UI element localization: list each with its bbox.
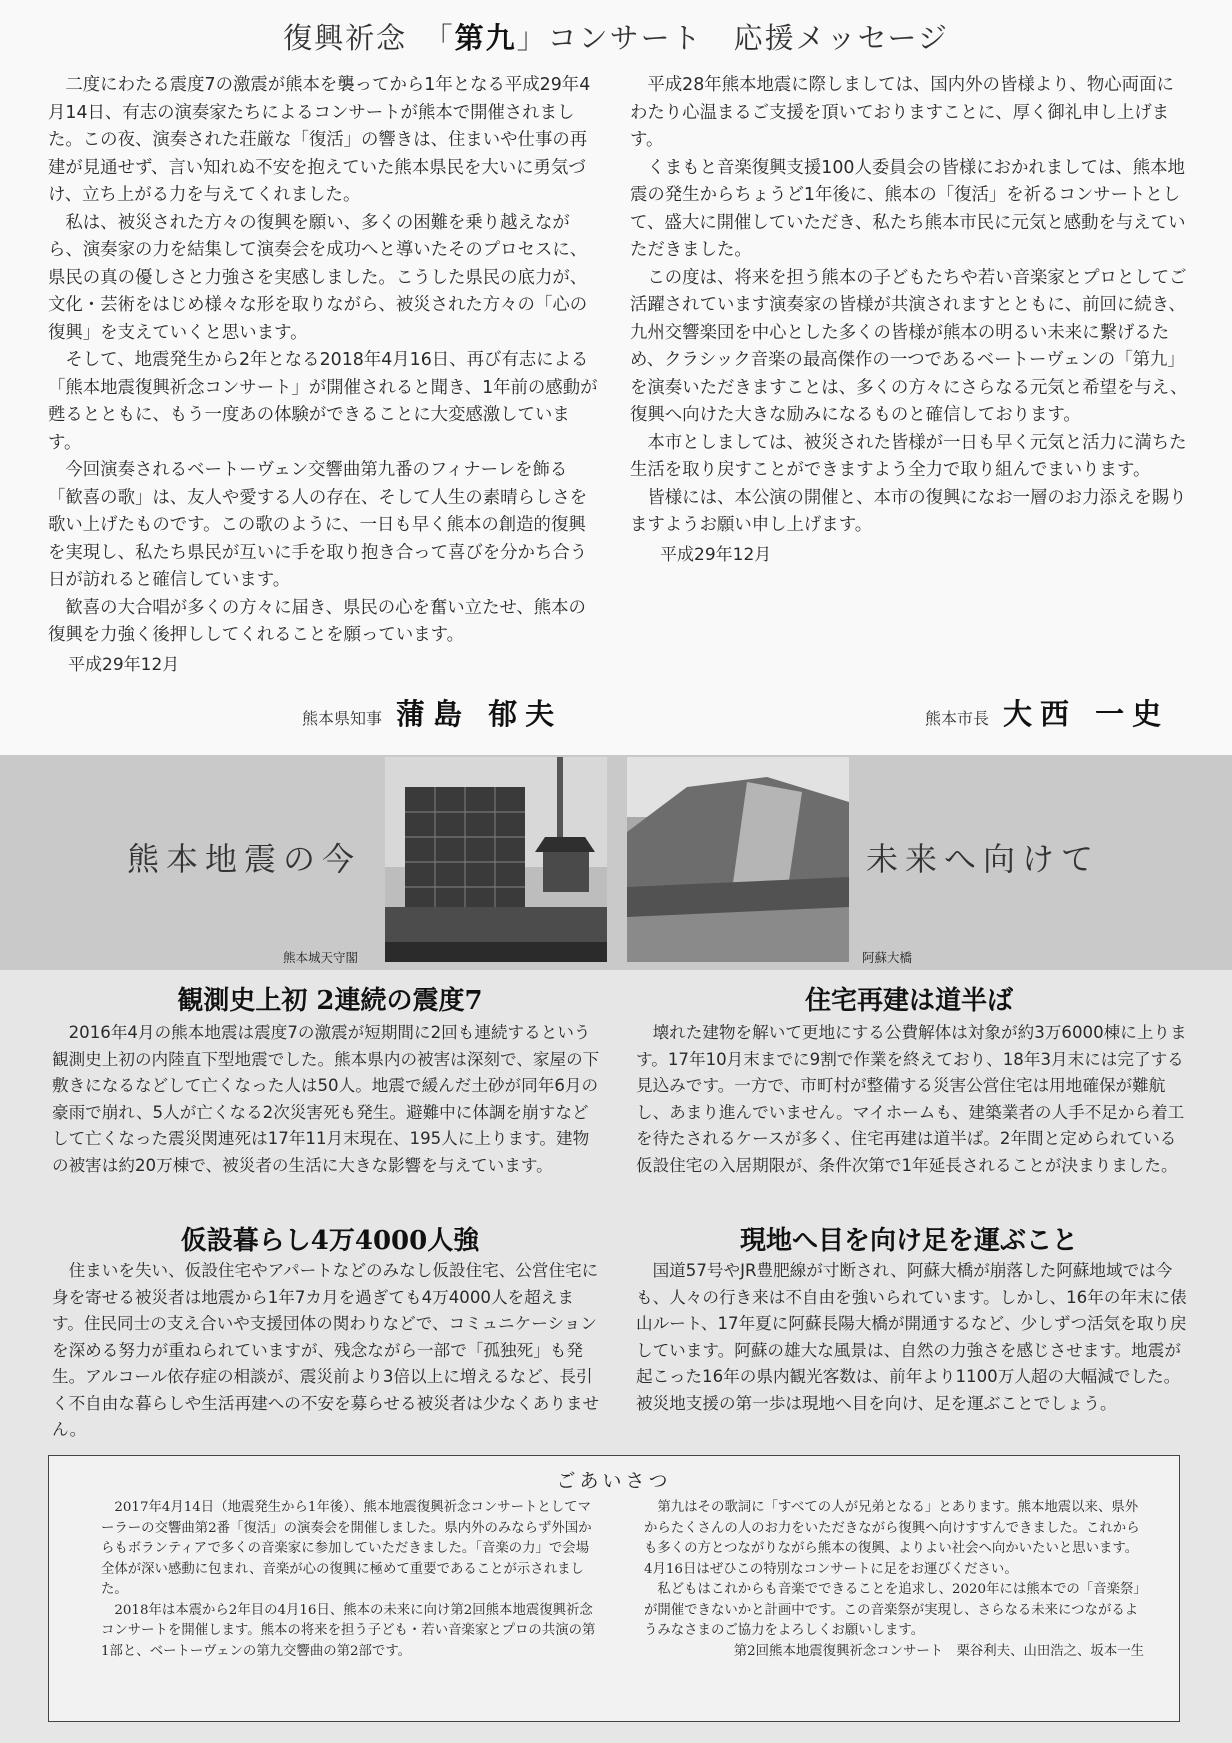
section-text: 住まいを失い、仮設住宅やアパートなどのみなし仮設住宅、公営住宅に身を寄せる被災者は地震から1年7カ月を過ぎても4万4000人を超えます。住民同士の支え合いや支援団体の関わりなどで、コミュニケーションを深める努力が重ねられていますが、残念ながら一部で「孤独死」も発生。アルコール依存症の相談が、震災前より3倍以上に増えるなど、長引く不自由な暮らしや生活再建への不安を募らせる被災者は少なくありません。 [52, 1261, 600, 1439]
greeting-paragraph: 2017年4月14日（地震発生から1年後）、熊本地震復興祈念コンサートとしてマーラーの交響曲第2番「復活」の演奏会を開催しました。県内外のみならず外国からもボランティアで多くの音楽家に参加していただきました。「音楽の力」で会場全体が深い感動に包まれ、音楽が心の復興に極めて重要であることが示されました。 [101, 1500, 592, 1597]
band-right-title: 未来へ向けて [866, 840, 1101, 878]
section-body [52, 1020, 600, 1179]
greeting-paragraph: 第九はその歌詞に「すべての人が兄弟となる」とあります。熊本地震以来、県外からたくさんの人のお力をいただきながら復興へ向けすすんできました。これからも多くの方とつながりながら熊本の復興、よりよい社会へ向かいたいと思います。4月16日はぜひこの特別なコンサートに足をお運びください。 [644, 1500, 1140, 1577]
band-left-title: 熊本地震の今 [127, 840, 362, 878]
bridge-photo-image [627, 757, 849, 962]
mayor-date-text: 平成29年12月 [660, 544, 772, 565]
mayor-paragraph: 平成28年熊本地震に際しましては、国内外の皆様より、物心両面にわたり心温まるご支援を頂いておりますことに、厚く御礼申し上げます。 [630, 75, 1174, 150]
title-suffix: 」コンサート 応援メッセージ [516, 21, 949, 55]
section-text: 国道57号やJR豊肥線が寸断され、阿蘇大橋が崩落した阿蘇地域では今も、人々の行き来は不自由を強いられています。しかし、16年の年末に俵山ルート、17年夏に阿蘇長陽大橋が開通するなど、少しずつ活気を取り戻しています。阿蘇の雄大な風景は、自然の力強さを感じさせます。地震が起こった16年の県内観光客数は、前年より1100万人超の大幅減でした。被災地支援の第一歩は現地へ目を向け、足を運ぶことでしょう。 [636, 1261, 1187, 1413]
title-bold: 第九 [454, 21, 517, 55]
governor-paragraph: 今回演奏されるベートーヴェン交響曲第九番のフィナーレを飾る「歓喜の歌」は、友人や愛する人の存在、そして人生の素晴らしさを歌い上げたものです。この歌のように、一日も早く熊本の創造的復興を実現し、私たち県民が互いに手を取り抱き合って喜びを分かち合う日が訪れると確信しています。 [48, 460, 588, 590]
castle-photo [385, 757, 607, 962]
section-title: 現地へ目を向け足を運ぶこと [739, 1226, 1078, 1256]
greeting-right [644, 1498, 1144, 1662]
section-text: 2016年4月の熊本地震は震度7の激震が短期間に2回も連続するという観測史上初の内陸直下型地震でした。熊本県内の被害は深刻で、家屋の下敷きになるなどして亡くなった人は50人。地震で緩んだ土砂が同年6月の豪雨で崩れ、5人が亡くなる2次災害死も発生。避難中に体調を崩すなどして亡くなった震災関連死は17年11月末現在、195人に上ります。建物の被害は約20万棟で、被災者の生活に大きな影響を与えています。 [52, 1023, 600, 1175]
greeting-paragraph: 2018年は本震から2年目の4月16日、熊本の未来に向け第2回熊本地震復興祈念コンサートを開催します。熊本の将来を担う子ども・若い音楽家とプロの共演の第1部と、ベートーヴェンの第九交響曲の第2部です。 [101, 1602, 596, 1659]
section-body [636, 1020, 1188, 1179]
governor-paragraph: 私は、被災された方々の復興を願い、多くの困難を乗り越えながら、演奏家の力を結集して演奏会を成功へと導いたそのプロセスに、県民の真の優しさと力強さを実感しました。こうした県民の底力が、文化・芸術をはじめ様々な形を取りながら、被災された方々の「心の復興」を支えていくと思います。 [48, 212, 588, 343]
mayor-name: 大西 一史 [1003, 697, 1170, 731]
castle-caption: 熊本城天守閣 [283, 950, 359, 965]
governor-paragraph: そして、地震発生から2年となる2018年4月16日、再び有志による「熊本地震復興祈念コンサート」が開催されると聞き、1年前の感動が甦るとともに、もう一度あの体験ができることに大変感激しています。 [48, 350, 598, 453]
section-body [52, 1258, 600, 1444]
governor-name: 蒲島 郁夫 [396, 697, 563, 731]
governor-date-text: 平成29年12月 [68, 654, 180, 675]
section-title: 観測史上初 2連続の震度7 [177, 986, 483, 1016]
title-prefix: 復興祈念 「 [283, 21, 455, 55]
section-title: 仮設暮らし4万4000人強 [180, 1226, 480, 1256]
greeting-left [101, 1498, 601, 1662]
bridge-caption: 阿蘇大橋 [862, 950, 913, 965]
mayor-paragraph: くまもと音楽復興支援100人委員会の皆様におかれましては、熊本地震の発生からちょうど1年後に、熊本の「復活」を祈るコンサートとして、盛大に開催していただき、私たち熊本市民に元気と感動を与えていただきました。 [630, 157, 1186, 260]
governor-date [48, 652, 600, 680]
mayor-message [630, 72, 1188, 569]
page-title [0, 16, 1232, 57]
greeting-signature: 第2回熊本地震復興祈念コンサート 栗谷利夫、山田浩之、坂本一生 [733, 1643, 1144, 1659]
governor-message [48, 72, 600, 679]
mayor-paragraph: この度は、将来を担う熊本の子どもたちや若い音楽家とプロとしてご活躍されています演奏家の皆様が共演されますとともに、前回に続き、九州交響楽団を中心とした多くの皆様が熊本の明るい未来に繋げるため、クラシック音楽の最高傑作の一つであるベートーヴェンの「第九」を演奏いただきますことは、多くの方々にさらなる元気と希望を与え、復興へ向けた大きな励みになるものと確信しております。 [630, 267, 1188, 425]
mayor-date [630, 542, 1188, 570]
bridge-photo [627, 757, 849, 962]
section-text: 壊れた建物を解いて更地にする公費解体は対象が約3万6000棟に上ります。17年10月末までに9割で作業を終えており、18年3月末には完了する見込みです。一方で、市町村が整備する災害公営住宅は用地確保が難航し、あまり進んでいません。マイホームも、建築業者の人手不足から着工を待たされるケースが多く、住宅再建は道半ば。2年間と定められている仮設住宅の入居期限が、条件次第で1年延長されることが決まりました。 [636, 1023, 1187, 1175]
castle-photo-image [385, 757, 607, 962]
greeting-title: ごあいさつ [556, 1470, 672, 1492]
governor-paragraph: 二度にわたる震度7の激震が熊本を襲ってから1年となる平成29年4月14日、有志の演奏家たちによるコンサートが熊本で開催されました。この夜、演奏された荘厳な「復活」の響きは、住まいや仕事の再建が見通せず、言い知れぬ不安を抱えていた熊本県民を大いに勇気づけ、立ち上がる力を与えてくれました。 [48, 75, 591, 205]
mayor-title: 熊本市長 [925, 709, 990, 728]
greeting-paragraph: 私どもはこれからも音楽でできることを追求し、2020年には熊本での「音楽祭」が開催できないかと計画中です。この音楽祭が実現し、さらなる未来につながるようみなさまのご協力をよろしくお願いします。 [644, 1582, 1141, 1638]
mayor-paragraph: 本市としましては、被災された皆様が一日も早く元気と活力に満ちた生活を取り戻すことができますよう全力で取り組んでまいります。 [630, 432, 1187, 480]
greeting-box [48, 1455, 1180, 1722]
section-body [636, 1258, 1188, 1417]
mayor-signature [925, 692, 1169, 733]
section-title: 住宅再建は道半ば [804, 986, 1013, 1016]
governor-signature [302, 692, 562, 733]
governor-paragraph: 歓喜の大合唱が多くの方々に届き、県民の心を奮い立たせ、熊本の復興を力強く後押ししてくれることを願っています。 [48, 597, 586, 645]
governor-title: 熊本県知事 [302, 709, 383, 728]
mayor-paragraph: 皆様には、本公演の開催と、本市の復興になお一層のお力添えを賜りますようお願い申し上げます。 [630, 487, 1187, 535]
